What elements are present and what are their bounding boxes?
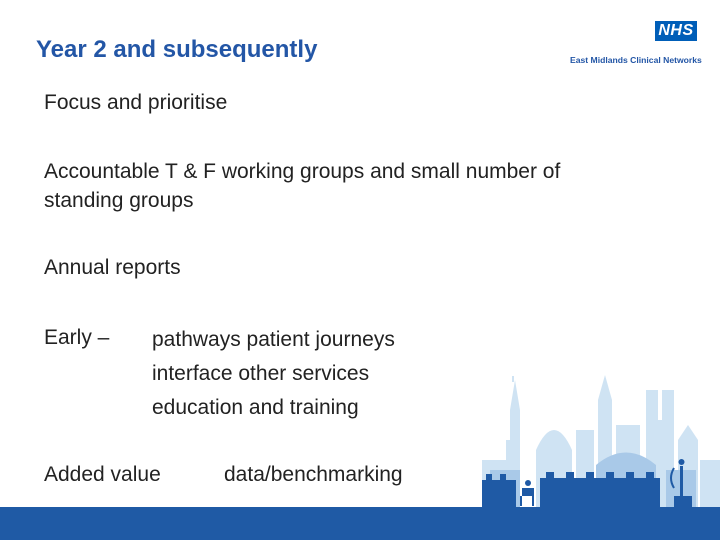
network-name: East Midlands Clinical Networks <box>570 55 702 65</box>
bullet-added-value: data/benchmarking <box>224 463 403 486</box>
footer-bar <box>0 507 720 540</box>
early-item: interface other services <box>152 362 370 385</box>
early-item: pathways patient journeys <box>152 328 395 351</box>
early-item: education and training <box>152 396 359 419</box>
nhs-logo: NHS <box>655 21 697 41</box>
bullet-added-value-label: Added value <box>44 463 161 486</box>
bullet-focus: Focus and prioritise <box>44 91 228 114</box>
bullet-early-label: Early – <box>44 326 110 349</box>
bullet-accountable-line1: Accountable T & F working groups and small number of <box>44 160 561 183</box>
bullet-accountable <box>44 157 560 215</box>
bullet-annual-reports: Annual reports <box>44 256 181 279</box>
slide-title: Year 2 and subsequently <box>36 36 318 63</box>
city-skyline-illustration <box>476 370 720 510</box>
early-items-list <box>152 323 395 425</box>
bullet-accountable-line2: standing groups <box>44 189 194 212</box>
